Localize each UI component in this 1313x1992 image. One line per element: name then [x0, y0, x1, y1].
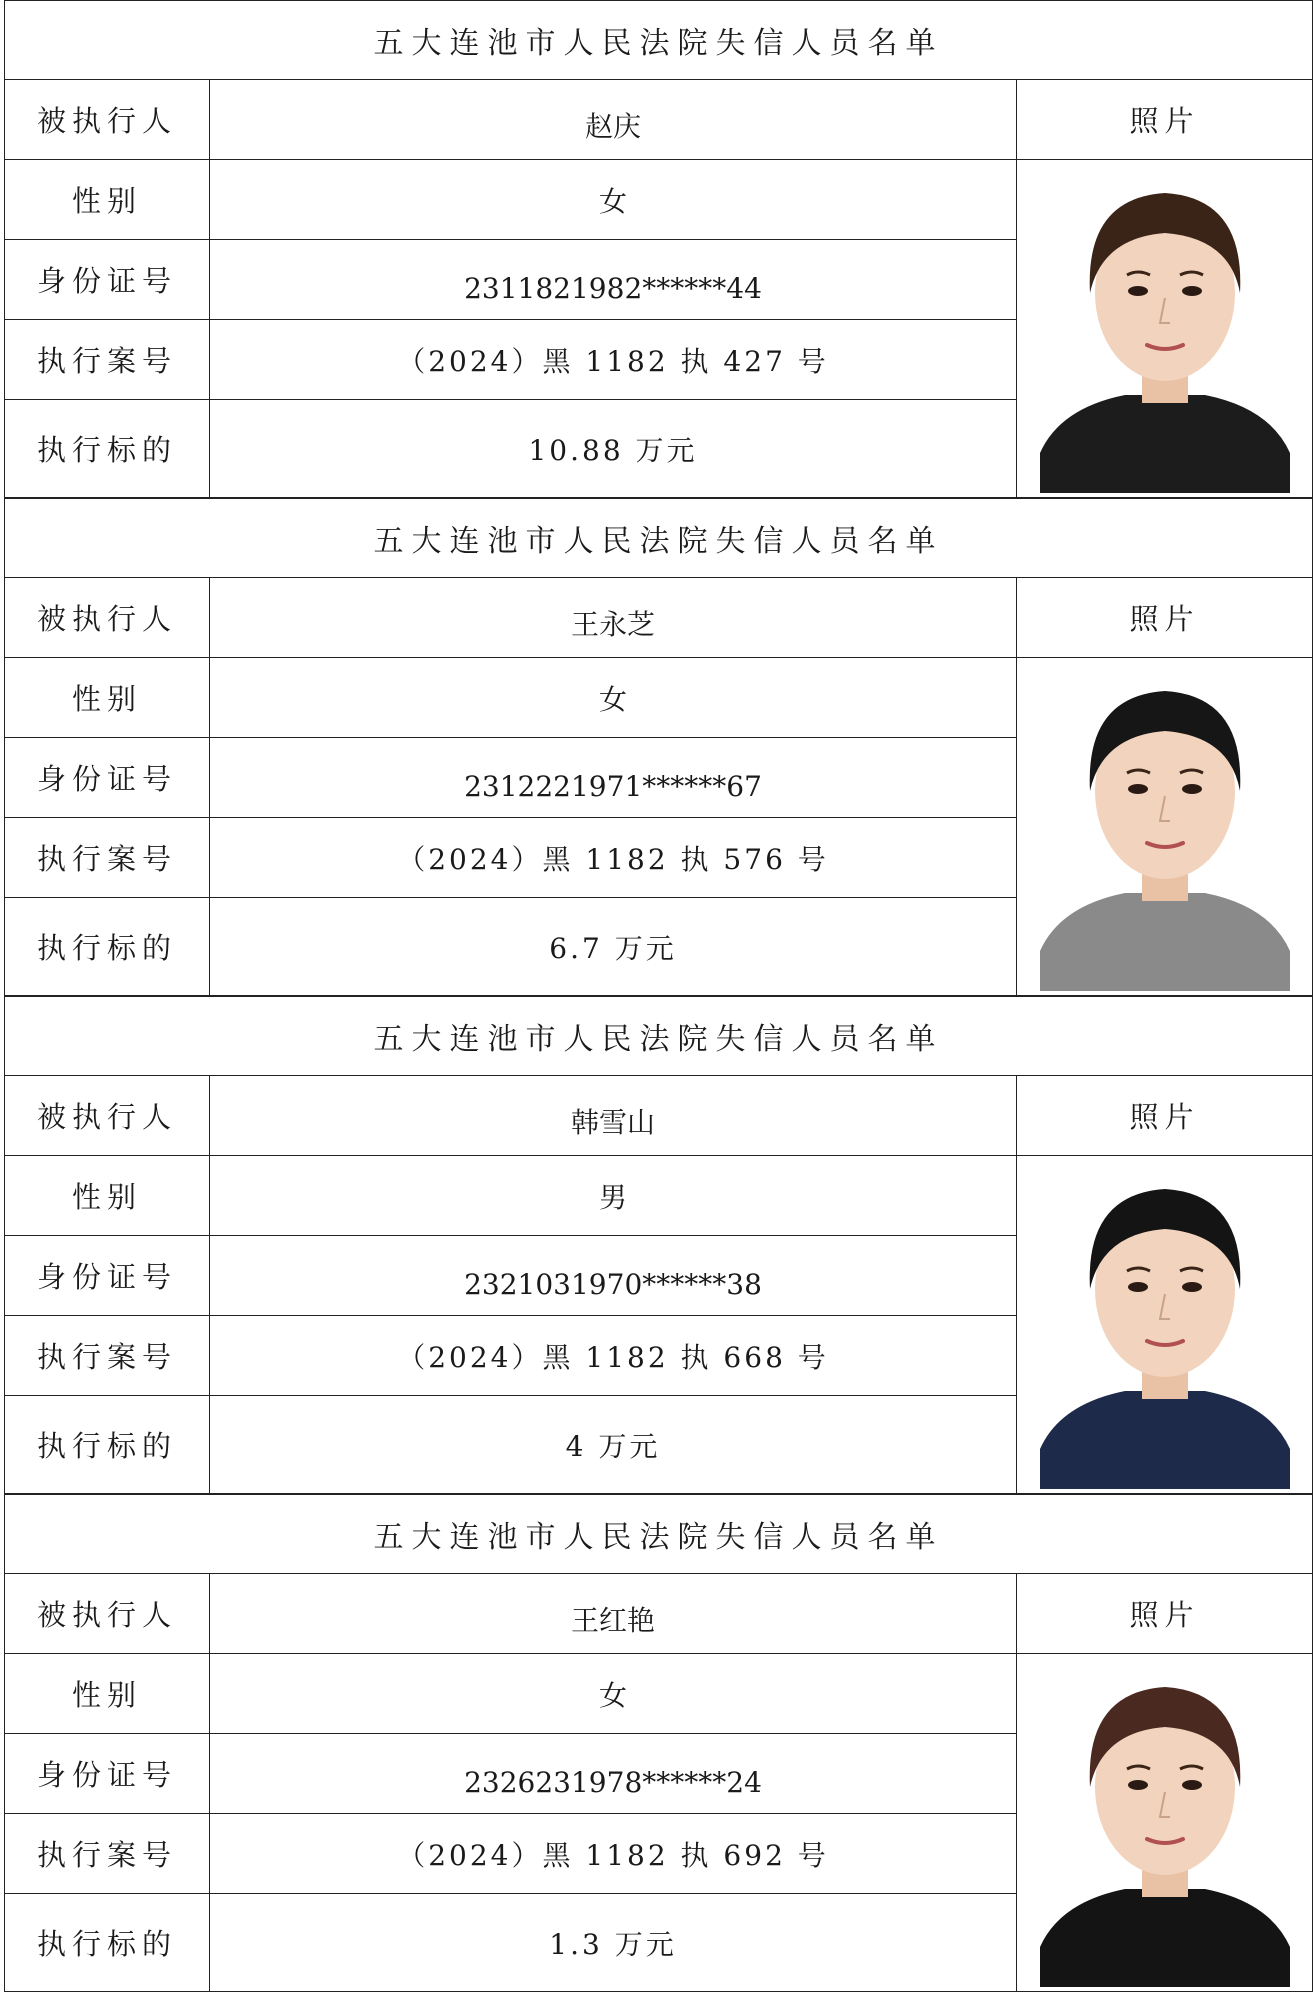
photo-cell — [1016, 1653, 1313, 1992]
label-id: 身份证号 — [4, 1733, 210, 1814]
label-gender: 性别 — [4, 1653, 210, 1734]
auburn-hair-woman-photo — [1030, 1657, 1300, 1987]
label-gender: 性别 — [4, 657, 210, 738]
record-block — [4, 0, 1313, 498]
value-name: 王永芝 — [209, 577, 1017, 658]
label-name: 被执行人 — [4, 79, 210, 160]
value-id: 2312221971******67 — [209, 737, 1017, 818]
left-eye — [1128, 1282, 1148, 1292]
value-id: 2311821982******44 — [209, 239, 1017, 320]
label-id: 身份证号 — [4, 239, 210, 320]
label-name: 被执行人 — [4, 1573, 210, 1654]
label-case: 执行案号 — [4, 319, 210, 400]
record-block — [4, 996, 1313, 1494]
label-id: 身份证号 — [4, 737, 210, 818]
right-eye — [1182, 784, 1202, 794]
label-name: 被执行人 — [4, 1075, 210, 1156]
man-navy-shirt-photo — [1030, 1159, 1300, 1489]
left-eye — [1128, 286, 1148, 296]
record-block — [4, 1494, 1313, 1992]
label-amount: 执行标的 — [4, 1395, 210, 1494]
value-case: （2024）黑 1182 执 427 号 — [209, 319, 1017, 400]
sheet-title: 五大连池市人民法院失信人员名单 — [4, 996, 1313, 1076]
sheet-title: 五大连池市人民法院失信人员名单 — [4, 1494, 1313, 1574]
left-eye — [1128, 784, 1148, 794]
right-eye — [1182, 1282, 1202, 1292]
label-name: 被执行人 — [4, 577, 210, 658]
right-eye — [1182, 286, 1202, 296]
value-gender: 女 — [209, 159, 1017, 240]
label-case: 执行案号 — [4, 1315, 210, 1396]
label-photo: 照片 — [1016, 1573, 1313, 1654]
value-name: 赵庆 — [209, 79, 1017, 160]
label-gender: 性别 — [4, 1155, 210, 1236]
value-case: （2024）黑 1182 执 692 号 — [209, 1813, 1017, 1894]
label-gender: 性别 — [4, 159, 210, 240]
left-eye — [1128, 1780, 1148, 1790]
value-case: （2024）黑 1182 执 576 号 — [209, 817, 1017, 898]
sheet-title: 五大连池市人民法院失信人员名单 — [4, 0, 1313, 80]
value-amount: 1.3 万元 — [209, 1893, 1017, 1992]
photo-cell — [1016, 657, 1313, 996]
label-amount: 执行标的 — [4, 897, 210, 996]
value-name: 王红艳 — [209, 1573, 1017, 1654]
value-case: （2024）黑 1182 执 668 号 — [209, 1315, 1017, 1396]
value-gender: 女 — [209, 657, 1017, 738]
photo-cell — [1016, 1155, 1313, 1494]
label-amount: 执行标的 — [4, 399, 210, 498]
sheet-title: 五大连池市人民法院失信人员名单 — [4, 498, 1313, 578]
label-photo: 照片 — [1016, 79, 1313, 160]
label-photo: 照片 — [1016, 577, 1313, 658]
blacklist-sheet — [4, 0, 1313, 1992]
dark-hair-woman-photo — [1030, 661, 1300, 991]
label-id: 身份证号 — [4, 1235, 210, 1316]
value-amount: 10.88 万元 — [209, 399, 1017, 498]
label-case: 执行案号 — [4, 817, 210, 898]
value-id: 2321031970******38 — [209, 1235, 1017, 1316]
label-amount: 执行标的 — [4, 1893, 210, 1992]
label-case: 执行案号 — [4, 1813, 210, 1894]
value-gender: 男 — [209, 1155, 1017, 1236]
value-amount: 4 万元 — [209, 1395, 1017, 1494]
short-brown-hair-woman-photo — [1030, 163, 1300, 493]
record-block — [4, 498, 1313, 996]
right-eye — [1182, 1780, 1202, 1790]
value-id: 2326231978******24 — [209, 1733, 1017, 1814]
value-name: 韩雪山 — [209, 1075, 1017, 1156]
photo-cell — [1016, 159, 1313, 498]
label-photo: 照片 — [1016, 1075, 1313, 1156]
value-amount: 6.7 万元 — [209, 897, 1017, 996]
value-gender: 女 — [209, 1653, 1017, 1734]
